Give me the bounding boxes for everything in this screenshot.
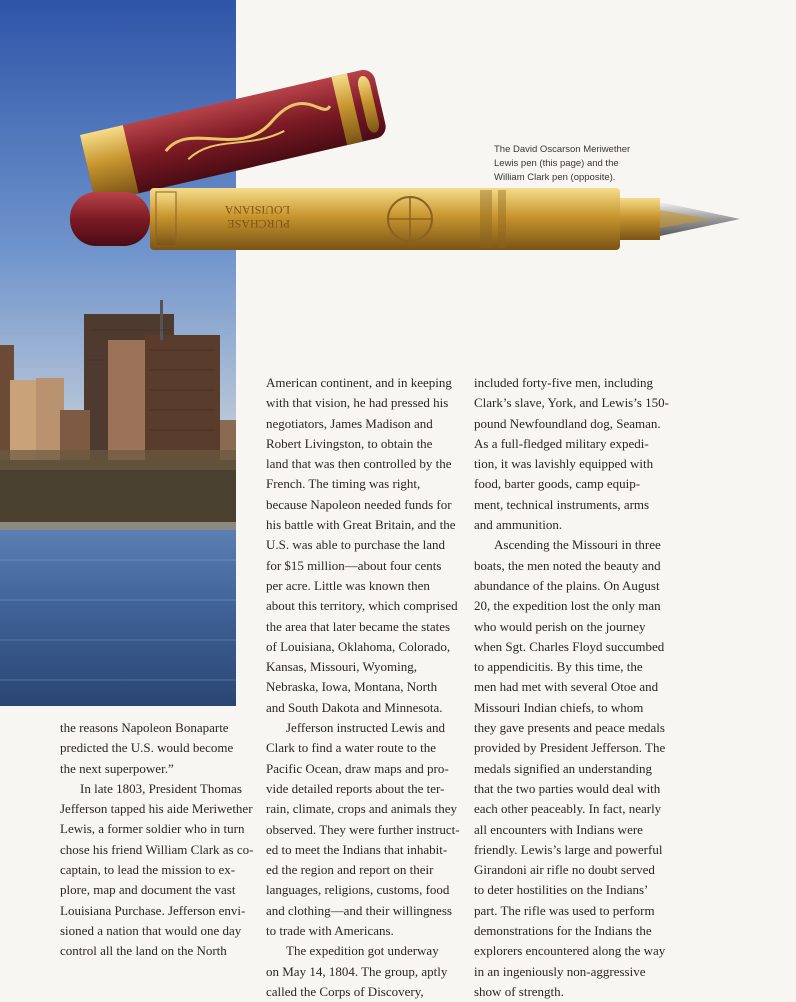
article-line: predicted the U.S. would become: [60, 740, 234, 756]
article-line: chose his friend William Clark as co-: [60, 841, 254, 857]
article-column-2: [266, 373, 460, 1002]
article-line: Louisiana Purchase. Jefferson envi-: [60, 902, 246, 918]
article-line: and ammunition.: [474, 517, 563, 533]
article-line: Robert Livingston, to obtain the: [266, 435, 433, 451]
article-line: with that vision, he had pressed his: [266, 395, 449, 411]
article-line: and South Dakota and Minnesota.: [266, 699, 443, 715]
article-line: food, barter goods, camp equip-: [474, 476, 641, 492]
article-line: per acre. Little was known then: [266, 577, 430, 593]
article-line: his battle with Great Britain, and the: [266, 517, 456, 533]
article-line: negotiators, James Madison and: [266, 415, 433, 431]
article-line: demonstrations for the Indians the: [474, 923, 652, 939]
article-line: French. The timing was right,: [266, 476, 421, 492]
article-line: each other peaceably. In fact, nearly: [474, 801, 662, 817]
article-line: friendly. Lewis’s large and powerful: [474, 841, 663, 857]
article-line: ed to meet the Indians that inhabit-: [266, 841, 448, 857]
article-line: in an ingeniously non-aggressive: [474, 963, 646, 979]
article-line: American continent, and in keeping: [266, 375, 452, 390]
article-line: Girandoni air rifle no doubt served: [474, 862, 655, 878]
pen-engraving-purchase: PURCHASE: [227, 217, 290, 231]
article-line: and clothing—and their willingness: [266, 902, 452, 918]
article-line: Lewis, a former soldier who in turn: [60, 821, 245, 837]
article-line: 20, the expedition lost the only man: [474, 598, 661, 614]
article-line: show of strength.: [474, 983, 564, 999]
article-line: called the Corps of Discovery,: [266, 983, 424, 999]
article-line: included forty-five men, including: [474, 375, 654, 390]
article-line: Jefferson instructed Lewis and: [286, 720, 445, 736]
article-line: to deter hostilities on the Indians’: [474, 882, 649, 898]
article-line: control all the land on the North: [60, 943, 227, 959]
article-line: The expedition got underway: [286, 943, 439, 959]
article-line: the next superpower.”: [60, 760, 174, 776]
article-paragraph: [474, 535, 664, 1002]
article-line: pound Newfoundland dog, Seaman.: [474, 415, 661, 431]
article-paragraph: [266, 941, 452, 1002]
article-line: the reasons Napoleon Bonaparte: [60, 720, 229, 735]
article-line: of Louisiana, Oklahoma, Colorado,: [266, 638, 451, 654]
article-line: Pacific Ocean, draw maps and pro-: [266, 760, 449, 776]
pen-engraving-louisiana: LOUISIANA: [224, 203, 290, 217]
article-column-3: [474, 373, 669, 1002]
article-line: who would perish on the journey: [474, 618, 646, 634]
article-line: for $15 million—about four cents: [266, 557, 442, 573]
article-line: sioned a nation that would one day: [60, 922, 242, 938]
article-line: In late 1803, President Thomas: [80, 780, 242, 796]
article-line: U.S. was able to purchase the land: [266, 537, 446, 553]
article-line: part. The rifle was used to perform: [474, 902, 655, 918]
photo-caption: [494, 143, 674, 185]
article-column-1: [60, 718, 254, 962]
article-line: land that was then controlled by the: [266, 456, 452, 472]
article-paragraph: [266, 718, 460, 941]
article-line: to appendicitis. By this time, the: [474, 659, 643, 675]
article-line: Ascending the Missouri in three: [494, 537, 661, 553]
article-line: As a full-fledged military expedi-: [474, 435, 649, 451]
article-line: the area that later became the states: [266, 618, 451, 634]
article-line: observed. They were further instruct-: [266, 821, 460, 837]
article-line: Clark to find a water route to the: [266, 740, 437, 756]
caption-line: The David Oscarson Meriwether: [494, 144, 631, 155]
article-line: vide detailed reports about the ter-: [266, 780, 445, 796]
article-line: they gave presents and peace medals: [474, 720, 665, 736]
article-line: Clark’s slave, York, and Lewis’s 150-: [474, 395, 669, 411]
article-line: all encounters with Indians were: [474, 821, 643, 837]
article-line: Kansas, Missouri, Wyoming,: [266, 659, 418, 675]
article-paragraph: [266, 373, 458, 718]
article-line: ment, technical instruments, arms: [474, 496, 650, 512]
article-line: men had met with several Otoe and: [474, 679, 659, 695]
article-paragraph: [60, 779, 254, 962]
article-paragraph: [474, 373, 669, 535]
caption-line: William Clark pen (opposite).: [494, 172, 616, 183]
article-line: Jefferson tapped his aide Meriwether: [60, 801, 253, 817]
article-line: that the two parties would deal with: [474, 780, 661, 796]
article-line: captain, to lead the mission to ex-: [60, 862, 236, 878]
article-line: explorers encountered along the way: [474, 943, 666, 959]
article-line: ed the region and report on their: [266, 862, 434, 878]
article-line: medals signified an understanding: [474, 760, 652, 776]
article-line: provided by President Jefferson. The: [474, 740, 666, 756]
article-line: boats, the men noted the beauty and: [474, 557, 661, 573]
article-line: about this territory, which comprised: [266, 598, 458, 614]
article-line: because Napoleon needed funds for: [266, 496, 452, 512]
caption-line: Lewis pen (this page) and the: [494, 158, 619, 169]
article-line: languages, religions, customs, food: [266, 882, 450, 898]
article-line: Missouri Indian chiefs, to whom: [474, 699, 644, 715]
article-line: tion, it was lavishly equipped with: [474, 456, 654, 472]
article-line: when Sgt. Charles Floyd succumbed: [474, 638, 665, 654]
article-line: abundance of the plains. On August: [474, 577, 660, 593]
article-line: plore, map and document the vast: [60, 882, 236, 898]
article-line: to trade with Americans.: [266, 923, 394, 939]
article-line: rain, climate, crops and animals they: [266, 801, 457, 817]
article-line: on May 14, 1804. The group, aptly: [266, 963, 448, 979]
article-paragraph: [60, 718, 238, 779]
article-line: Nebraska, Iowa, Montana, North: [266, 679, 438, 695]
